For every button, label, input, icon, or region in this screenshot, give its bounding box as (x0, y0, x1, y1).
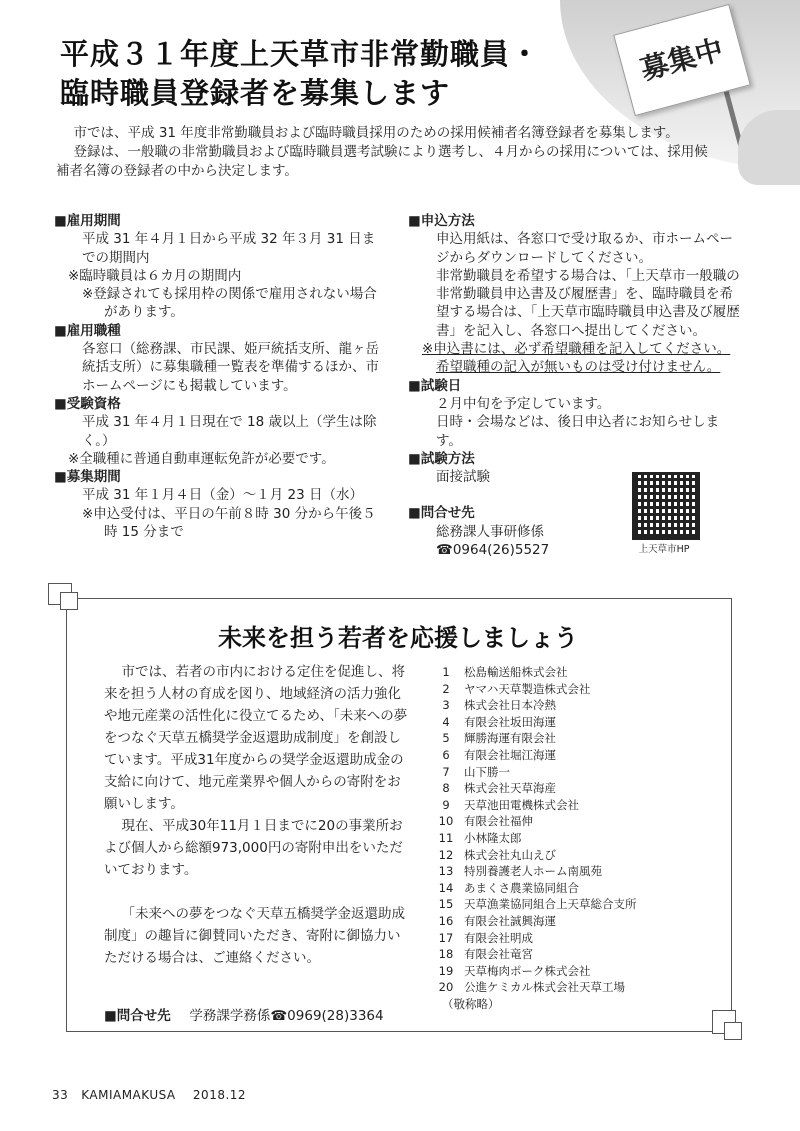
list-item: 16 有限会社誠興海運 (438, 913, 556, 928)
intro-paragraph-1: 市では、平成 31 年度非常勤職員および臨時職員採用のための採用候補者名簿登録者を募集します。 (73, 125, 679, 141)
section-text: 面接試験 (436, 469, 490, 486)
box-corner-deco (724, 1022, 742, 1040)
list-item: 15 天草漁業協同組合上天草総合支所 (438, 897, 637, 912)
list-item: 20 公進ケミカル株式会社天草工場 (438, 980, 625, 995)
section-text: 各窓口（総務課、市民課、姫戸統括支所、龍ヶ岳統括支所）に募集職種一覧表を準備するほか、市ホームページにも掲載しています。 (82, 341, 379, 394)
list-item: 13 特別養護老人ホーム南風苑 (438, 864, 602, 879)
section-heading: ■雇用期間 (54, 213, 121, 229)
list-item: 12 株式会社丸山えび (438, 847, 556, 862)
list-item: 10 有限会社福伸 (438, 814, 533, 829)
left-column (54, 212, 386, 541)
note: ※申込書には、必ず希望職種を記入してください。 (422, 341, 731, 358)
page-number: 33 (52, 1088, 69, 1102)
list-item: 14 あまくさ農業協同組合 (438, 880, 579, 895)
list-item: 2 ヤマハ天草製造株式会社 (442, 681, 591, 696)
box-title: 未来を担う若者を応援しましょう (218, 624, 578, 652)
note: ※申込受付は、平日の午前８時 30 分から午後５時 15 分まで (82, 505, 376, 541)
donor-list (428, 664, 637, 1012)
list-item: 19 天草梅肉ポーク株式会社 (438, 963, 591, 978)
section-heading: ■問合せ先 (408, 505, 475, 522)
section-text: 非常勤職員を希望する場合は、「上天草市一般職の非常勤職員申込書及び履歴書」を、臨時職員を希望する場合は、「上天草市臨時職員申込書及び履歴書」を記入し、各窓口へ提出してください。 (436, 267, 740, 339)
section-heading: ■申込方法 (408, 213, 475, 229)
section-text: ２月中旬を予定しています。 (436, 395, 611, 412)
contact-phone: ☎0964(26)5527 (436, 542, 550, 559)
section-heading: ■受験資格 (54, 395, 121, 412)
box-corner-deco (60, 592, 78, 610)
section-text: 申込用紙は、各窓口で受け取るか、市ホームページからダウンロードしてください。 (436, 231, 733, 266)
page-title-line2: 臨時職員登録者を募集します (60, 76, 451, 110)
box-contact (104, 1004, 384, 1024)
note: 希望職種の記入が無いものは受け付けません。 (436, 359, 721, 376)
section-text: 平成 31 年４月１日現在で 18 歳以上（学生は除く。） (82, 414, 377, 449)
page-title-line1: 平成３１年度上天草市非常勤職員・ (60, 37, 541, 71)
section-heading: ■雇用職種 (54, 322, 121, 339)
box-paragraph-2: 現在、平成30年11月１日までに20の事業所および個人から総額973,000円の寄附申出をいただいております。 (104, 818, 403, 878)
list-item: 11 小林隆太郎 (438, 830, 522, 845)
honorific-note: （敬称略） (442, 996, 500, 1011)
note: ※臨時職員は６カ月の期間内 (68, 267, 242, 284)
intro (56, 124, 716, 181)
list-item: 8 株式会社天草海産 (442, 781, 556, 796)
note: ※全職種に普通自動車運転免許が必要です。 (68, 450, 335, 467)
list-item: 6 有限会社堀江海運 (442, 747, 556, 762)
list-item: 3 株式会社日本冷熱 (442, 698, 556, 713)
list-item: 7 山下勝一 (442, 764, 510, 779)
recruiting-flag: 募集中 (613, 4, 751, 116)
list-item: 4 有限会社坂田海運 (442, 714, 556, 729)
section-heading: ■募集期間 (54, 469, 121, 486)
magazine-name: KAMIAMAKUSA (81, 1088, 176, 1102)
note: ※登録されても採用枠の関係で雇用されない場合があります。 (82, 286, 377, 321)
box-paragraph-3: 「未来への夢をつなぐ天草五橋奨学金返還助成制度」の趣旨に御賛同いただき、寄附に御協力いただける場合は、ご連絡ください。 (104, 906, 406, 966)
box-contact-label: ■問合せ先 (104, 1008, 171, 1024)
list-item: 9 天草池田電機株式会社 (442, 797, 579, 812)
issue-date: 2018.12 (192, 1088, 247, 1102)
list-item: 17 有限会社明成 (438, 930, 533, 945)
section-text: 日時・会場などは、後日申込者にお知らせします。 (436, 414, 720, 449)
list-item: 1 松島輸送船株式会社 (442, 665, 568, 679)
box-paragraph-1: 市では、若者の市内における定住を促進し、将来を担う人材の育成を図り、地域経済の活力強化や地元産業の活性化に役立てるため、「未来への夢をつなぐ天草五橋奨学金返還助成制度」を創設しています。平成31年度からの奨学金返還助成金の支給に向けて、地元産業界や個人からの寄附をお願いします。 (104, 664, 408, 812)
box-contact-text: 学務課学務係☎0969(28)3364 (189, 1008, 384, 1024)
section-text: 平成 31 年４月１日から平成 32 年３月 31 日までの期間内 (82, 231, 376, 266)
intro-paragraph-2: 登録は、一般職の非常勤職員および臨時職員選考試験により選考し、４月からの採用については、採用候補者名簿の登録者の中から決定します。 (56, 144, 708, 179)
list-item: 5 輝勝海運有限会社 (442, 731, 556, 746)
page-footer (52, 1088, 246, 1102)
section-heading: ■試験日 (408, 377, 462, 394)
list-item: 18 有限会社竜宮 (438, 947, 533, 962)
contact-dept: 総務課人事研修係 (436, 523, 544, 540)
box-body (104, 661, 409, 969)
qr-code[interactable] (632, 472, 700, 540)
section-heading: ■試験方法 (408, 450, 475, 467)
qr-label: 上天草市HP (638, 544, 690, 555)
section-text: 平成 31 年１月４日（金）～１月 23 日（水） (82, 487, 364, 504)
